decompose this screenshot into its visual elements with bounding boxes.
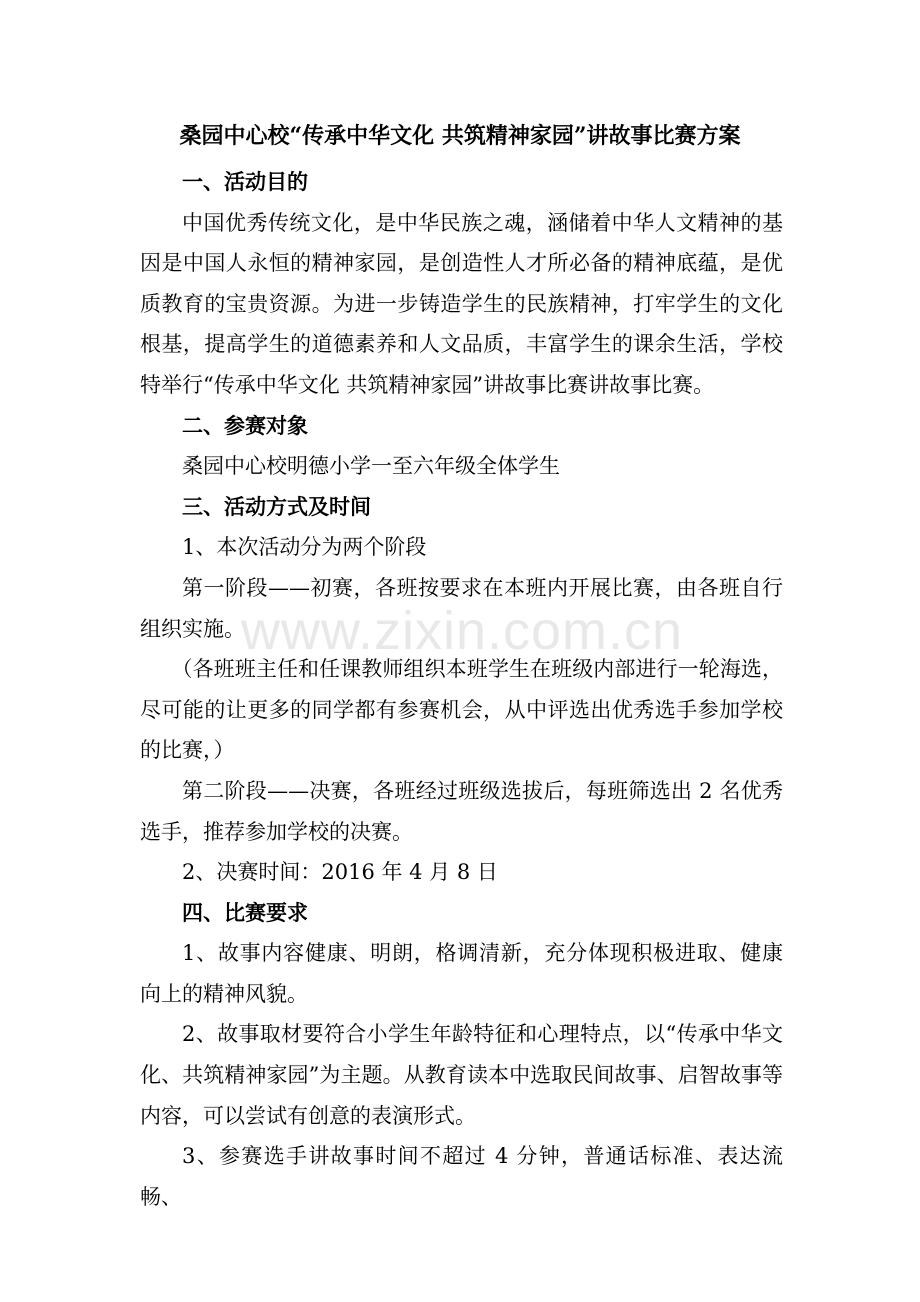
document-body — [140, 162, 783, 1217]
watermark: www.zixin.com.cn — [240, 601, 684, 661]
paragraph-stages: 1、本次活动分为两个阶段 — [182, 535, 427, 560]
paragraph-stage-one-note: （各班班主任和任课教师组织本班学生在班级内部进行一轮海选，尽可能的让更多的同学都有参赛机会，从中评选出优秀选手参加学校的比赛，） — [140, 657, 783, 763]
paragraph-requirement-1: 1、故事内容健康、明朗，格调清新，充分体现积极进取、健康向上的精神风貌。 — [140, 941, 783, 1006]
section-heading-requirements: 四、比赛要求 — [182, 899, 308, 925]
paragraph-purpose: 中国优秀传统文化，是中华民族之魂，涵储着中华人文精神的基因是中国人永恒的精神家园，是创造性人才所必备的精神底蕴，是优质教育的宝贵资源。为进一步铸造学生的民族精神，打牢学生的文化根基，提高学生的道德素养和人文品质，丰富学生的课余生活，学校特举行“传承中华文化 共筑精神家园”讲故事比赛讲故事比赛。 — [140, 210, 783, 397]
section-heading-purpose: 一、活动目的 — [182, 169, 308, 194]
paragraph-final-date: 2、决赛时间：2016 年 4 月 8 日 — [182, 860, 498, 885]
paragraph-stage-two: 第二阶段——决赛，各班经过班级选拔后，每班筛选出 2 名优秀选手，推荐参加学校的决赛。 — [140, 778, 783, 844]
paragraph-requirement-2: 2、故事取材要符合小学生年龄特征和心理特点，以“传承中华文化、共筑精神家园”为主题。从教育读本中选取民间故事、启智故事等内容，可以尝试有创意的表演形式。 — [140, 1022, 783, 1128]
section-heading-participants: 二、参赛对象 — [182, 412, 308, 438]
paragraph-stage-one: 第一阶段——初赛，各班按要求在本班内开展比赛，由各班自行组织实施。 — [140, 575, 783, 641]
paragraph-requirement-3: 3、参赛选手讲故事时间不超过 4 分钟，普通话标准、表达流畅、 — [140, 1144, 783, 1209]
paragraph-participants: 桑园中心校明德小学一至六年级全体学生 — [182, 454, 560, 479]
document-title: 桑园中心校“传承中华文化 共筑精神家园”讲故事比赛方案 — [179, 123, 741, 149]
section-heading-method-time: 三、活动方式及时间 — [182, 493, 371, 519]
